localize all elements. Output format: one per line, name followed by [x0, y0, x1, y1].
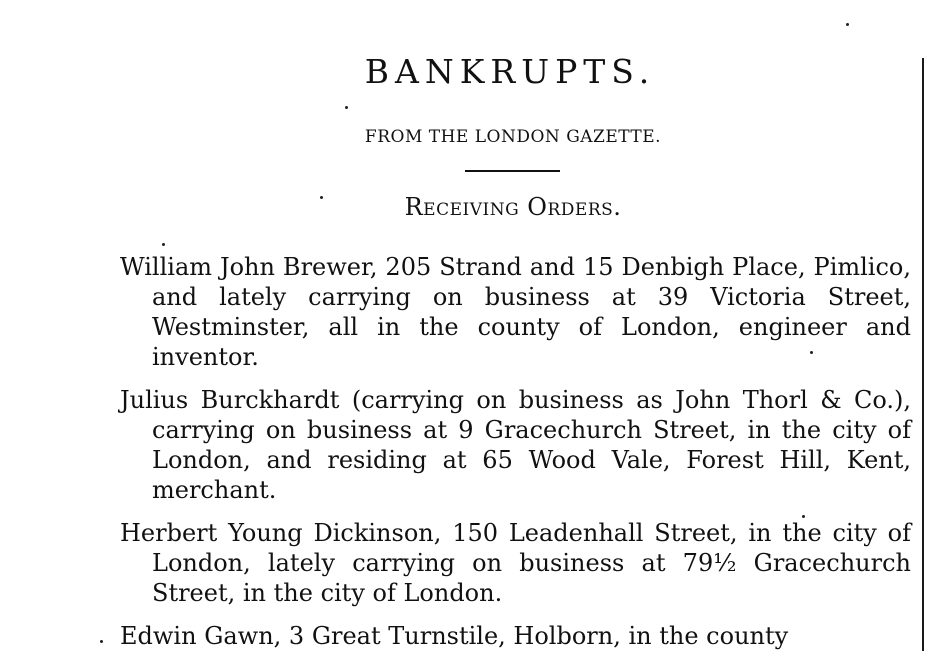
print-speck	[846, 23, 849, 26]
print-speck	[162, 243, 165, 246]
entry-brewer: William John Brewer, 205 Strand and 15 Denbigh Place, Pimlico, and lately carrying on business at 39 Victoria Street, Westminster, all in the county of London, engineer and inventor.	[120, 253, 911, 371]
entry-dickinson: Herbert Young Dickinson, 150 Leadenhall Street, in the city of London, lately carrying on business at 79½ Gracechurch Street, in the city of London.	[120, 519, 911, 607]
entry-gawn: Edwin Gawn, 3 Great Turnstile, Holborn, in the county	[120, 622, 789, 650]
page-subtitle: FROM THE LONDON GAZETTE.	[364, 127, 662, 147]
print-speck	[320, 196, 323, 199]
print-speck	[802, 515, 805, 518]
print-speck	[345, 106, 348, 109]
print-speck	[810, 351, 813, 354]
section-heading: Receiving Orders.	[404, 193, 622, 221]
entry-list	[120, 252, 911, 651]
print-speck	[100, 640, 103, 643]
entry-burckhardt: Julius Burckhardt (carrying on business as John Thorl & Co.), carrying on business at 9 Gracechurch Street, in the city of London, and residing at 65 Wood Vale, Forest Hill, Kent, merchant.	[120, 386, 911, 504]
title-divider	[465, 170, 560, 172]
page-title: BANKRUPTS.	[364, 52, 656, 91]
